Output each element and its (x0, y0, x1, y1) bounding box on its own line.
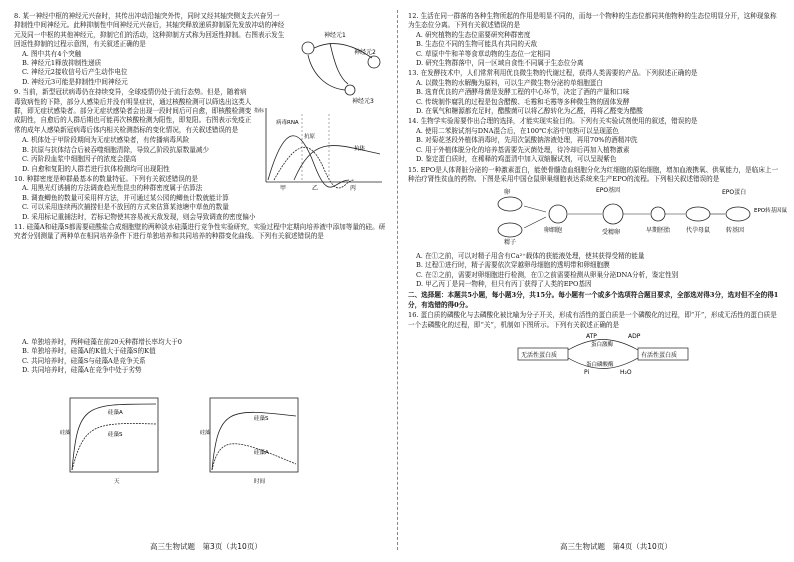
label-inactive-protein: 无活性蛋白质 (521, 351, 558, 359)
question-12-option-d[interactable]: D. 研究生物群落中，同一区域自食性不同属于生态位分离 (416, 59, 584, 68)
label-pi: Pi (584, 368, 590, 376)
question-15-option-d[interactable]: D. 甲乙丙丁是同一物种，但只有丙丁获得了人类的EPO基因 (416, 279, 592, 288)
question-8-option-a[interactable]: A. 图中共有4个突触 (22, 49, 82, 58)
question-10-option-b[interactable]: B. 调查鲫鱼的数量可采用样方法，并可通过某公园的鲫鱼计数就能计算 (22, 193, 229, 202)
label-neuron-3: 神经元3 (352, 98, 374, 105)
epo-flow-diagram (408, 184, 788, 248)
label-diatom-a: 硅藻A (108, 410, 123, 416)
question-9-option-d[interactable]: D. 自愈和复阳的人群若进行抗体检测均可出现阳性 (22, 164, 170, 173)
label-virus-rna: 病毒RNA (276, 120, 299, 126)
neuron-2-body (368, 56, 380, 68)
question-14 (408, 117, 783, 164)
question-13-option-c[interactable]: C. 传统制作腐乳的过程是包含醋酸、毛霉和毛霉等多种微生物的固体发酵 (416, 97, 630, 106)
curve-diatom-a-co (212, 444, 296, 470)
question-10-option-c[interactable]: C. 可以采用连续两次捕捞但是不放回的方式来估算某池塘中草鱼的数量 (22, 203, 229, 212)
arrow-2 (524, 217, 546, 228)
zygote-icon (603, 204, 623, 224)
question-12-option-c[interactable]: C. 草原中牛和羊等食草动物的生态位一定相同 (416, 49, 551, 58)
neuron-3-body (345, 85, 355, 95)
label-atp: ATP (586, 332, 597, 340)
label-zygote: 受精卵 (602, 229, 621, 237)
label-water: H₂O (620, 368, 632, 376)
label-neuron-1: 神经元1 (324, 32, 346, 39)
right-page (408, 12, 788, 537)
label-active-protein: 有活性蛋白质 (641, 351, 678, 359)
question-9 (14, 88, 252, 135)
co-culture-chart (194, 394, 304, 486)
covid-indicator-chart (254, 104, 384, 196)
question-15 (408, 165, 788, 290)
question-11 (14, 223, 389, 375)
label-stage-bing: 丙 (350, 185, 357, 192)
question-8-option-c[interactable]: C. 神经元2接收信号后产生动作电位 (22, 68, 128, 77)
question-9-stem: 9. 当前，新型冠状病毒仍在持续变异，全球疫情仍处于流行态势。但是，随着病毒致病性的下降，部分人感染后并没有明显症状，通过核酸检测可以筛选出这类人群，即无症状感染者。部分无症状感染者会出现一段时间后可自愈，即核酸检测变成阴性，自愈后的人群后期也可能再次核酸检测为阳性，即复阳。右图表示免疫正常的成年人感染新冠病毒后体内相关检测指标的变化情况，有关叙述错误的是 (14, 88, 252, 134)
question-15-stem: 15. EPO是人体肾脏分泌的一种激素蛋白，能使骨髓造血细胞分化为红细胞的原始细胞，增加血液携氧、供氧能力，是临床上一种治疗肾性贫血的药物。下图是采用中国仓鼠卵巢细胞表达系统来生产EPO的流程。下列相关叙述错误的是 (408, 165, 779, 183)
label-epo-mouse: EPO转基因鼠 (754, 208, 788, 215)
left-footer: 高三生物试题 第3页（共10页） (150, 542, 262, 551)
transgenic-mouse-icon (726, 207, 750, 221)
single-culture-chart (54, 394, 164, 486)
label-epo-gene: EPO基因 (596, 187, 621, 195)
question-11-figure-space (14, 242, 389, 338)
label-stage-yi: 乙 (312, 185, 319, 192)
question-14-stem: 14. 生物学实验需要作出合理的选择，才能实现实验目的。下列有关实验试剂使用的叙述，错误的是 (408, 117, 698, 126)
label-antigen: 抗原 (304, 134, 316, 140)
mouse-yi-icon (498, 223, 522, 237)
question-15-option-c[interactable]: C. 在②之前，需要对卵细胞进行检测，在①之前需要检测从卵巢分泌DNA分析，鉴定性别 (416, 270, 679, 279)
label-diatom-s: 硅藻S (108, 432, 123, 438)
question-12-option-b[interactable]: B. 生态位不同的生物可能具有共同的天敌 (416, 40, 538, 49)
question-13-option-b[interactable]: B. 选育优良的产酒酵母菌是发酵工程的中心环节，决定了酒的产量和口味 (416, 88, 630, 97)
egg-cell-icon (549, 205, 567, 223)
question-10-option-d[interactable]: D. 采用标记重捕法时，若标记物使其容易被天敌发现，则会导致调查的密度偏小 (22, 212, 256, 221)
label-adp: ADP (628, 332, 641, 340)
question-16 (408, 311, 783, 379)
label-egg: 卵 (504, 189, 511, 197)
y-axis-label: 硅藻 (200, 430, 211, 436)
question-13 (408, 69, 783, 116)
question-8 (14, 12, 286, 87)
question-14-option-d[interactable]: D. 鉴定蛋白质时，在稀释的鸡蛋清中加入双缩脲试剂，可以呈现紫色 (416, 155, 617, 164)
question-11-option-a[interactable]: A. 单独培养时，两种硅藻在前20天种群增长率均大于0 (22, 337, 183, 346)
label-kinase: 蛋白激酶 (591, 341, 614, 348)
curve-virus-rna (268, 136, 349, 187)
y-axis-label: 硅藻 (60, 430, 71, 436)
question-10-stem: 10. 种群密度是种群最基本的数量特征。下列有关叙述错误的是 (14, 174, 199, 183)
question-11-option-b[interactable]: B. 单独培养时，硅藻A的K值大于硅藻S的K值 (22, 347, 156, 356)
question-10-option-a[interactable]: A. 用黑光灯诱捕的方法调查趋光性昆虫的种群密度属于估算法 (22, 184, 203, 193)
question-8-stem: 8. 某一神经中枢的神经元兴奋时，其传出冲动沿轴突外传，同时又经其轴突侧支去兴奋另一抑制性中间神经元。此种抑制性中间神经元兴奋后，其轴突释放递质抑制原先发放冲动的神经元及同一中枢的其他神经元，抑制它们的活动，这种抑制方式称为回返性抑制。右图表示发生回返性抑制的过程示意图，有关叙述正确的是 (14, 12, 285, 49)
axon-collateral (330, 43, 348, 84)
question-13-stem: 13. 在发酵技术中，人们常常利用优良微生物的代谢过程，获得人类需要的产品。下列叙述正确的是 (408, 69, 698, 78)
label-transgenic: 转基因 (726, 227, 745, 235)
label-neuron-2: 神经元2 (354, 49, 376, 56)
question-11-stem: 11. 硅藻A和硅藻S都需要硅酸盐合成细胞壁的两种淡水硅藻进行竞争性实验研究，实验过程中定期向培养液中添加等量的硅。研究者分别测量了两种单在相同培养条件下进行单独培养和共同培养的种群变化曲线。下列有关叙述错误的是 (14, 222, 386, 241)
label-stage-jia: 甲 (280, 185, 287, 192)
question-8-option-b[interactable]: B. 神经元1释放抑制性递质 (22, 59, 102, 68)
curve-antibody (294, 146, 380, 180)
question-14-option-a[interactable]: A. 使用二苯胺试剂与DNA混合后，在100℃水浴中加热可以呈现蓝色 (416, 126, 619, 135)
page-divider (397, 10, 398, 550)
question-11-option-d[interactable]: D. 共同培养时，硅藻A在竞争中处于劣势 (22, 365, 142, 374)
label-egg-cell: 卵细胞 (544, 227, 563, 235)
phosphorylation-diagram (408, 330, 783, 376)
question-9-option-a[interactable]: A. 机体处于甲阶段期间为无症状感染者，有传播病毒风险 (22, 136, 190, 145)
curve-diatom-s (72, 424, 156, 470)
question-12 (408, 12, 783, 68)
question-13-option-d[interactable]: D. 在氧气和糖源都充足时，醋酸菌可以将乙醇转化为乙醛，再将乙醛变为醋酸 (416, 107, 643, 116)
question-11-option-c[interactable]: C. 共同培养时，硅藻S与硅藻A是竞争关系 (22, 356, 146, 365)
right-footer: 高三生物试题 第4页（共10页） (560, 542, 672, 551)
x-axis-label: 天 (114, 479, 120, 485)
label-diatom-s-co: 硅藻S (254, 416, 269, 422)
surrogate-mouse-icon (686, 207, 710, 221)
question-16-stem: 16. 蛋白质的磷酸化与去磷酸化被比喻为分子开关，形成有活性的蛋白质是一个磷酸化的过程，即“开”，形成无活性的蛋白质是一个去磷酸化的过程，即“关”，机制如下图所示。下列有关叙述正确的是 (408, 311, 777, 329)
chart-frame (210, 398, 298, 472)
label-diatom-a-co: 硅藻A (254, 450, 269, 456)
section-2-heading: 二、选择题：本题共5小题，每小题3分，共15分。每小题有一个或多个选项符合题目要求，全部选对得3分，选对但不全的得1分，有选错的得0分。 (408, 291, 779, 309)
question-8-option-d[interactable]: D. 神经元3可能是抑制性中间神经元 (22, 77, 128, 86)
question-9-option-c[interactable]: C. 丙阶段血浆中细胞因子的浓度会提高 (22, 155, 137, 164)
question-12-option-a[interactable]: A. 研究植物的生态位需要研究种群密度 (416, 30, 531, 39)
arrow-1 (524, 206, 546, 212)
question-15-option-a[interactable]: A. 在①之前，可以对精子用含有Ca²⁺载体的获能液处理，使其获得受精的能量 (416, 251, 645, 260)
question-14-option-c[interactable]: C. 用于外植体脱分化的培养基需要先灭菌处理，待冷却后再加入植物激素 (416, 145, 630, 154)
early-embryo-icon (651, 207, 665, 221)
neuron-1-body (302, 42, 314, 54)
left-page (14, 12, 389, 537)
question-14-option-b[interactable]: B. 对菊花茎段外植体消毒时，先用次氯酸钠溶液处理，再用70%的酒精冲洗 (416, 136, 638, 145)
question-12-stem: 12. 生活在同一群落的各种生物所起的作用是明显不同的，而每一个物种的生态位都同其他物种的生态位明显分开，这种现象称为生态位分离。下列有关叙述错误的是 (408, 12, 777, 30)
mouse-jia-icon (498, 197, 522, 211)
label-surrogate: 代孕母鼠 (686, 227, 711, 235)
x-axis-label: 时间 (254, 479, 266, 485)
question-15-option-b[interactable]: B. 过程①进行时，精子需要依次穿越卵母细胞的透明带和卵细胞膜 (416, 261, 610, 270)
label-sperm: 精子 (504, 239, 517, 247)
label-phosphatase: 蛋白磷酸酶 (586, 361, 614, 368)
label-early-embryo: 早期胚胎 (646, 227, 671, 235)
question-9-option-b[interactable]: B. 抗原与抗体结合后被吞噬细胞清除，导致乙阶段抗原数量减少 (22, 145, 210, 154)
y-axis-label: 指标 (254, 108, 265, 114)
question-13-option-a[interactable]: A. 以微生物的水解酶为原料，可以生产微生物分泌的单细胞蛋白 (416, 78, 603, 87)
label-antibody: 抗体 (354, 146, 366, 152)
label-epo-protein: EPO蛋白 (722, 189, 747, 197)
neuron-diagram (290, 28, 390, 108)
